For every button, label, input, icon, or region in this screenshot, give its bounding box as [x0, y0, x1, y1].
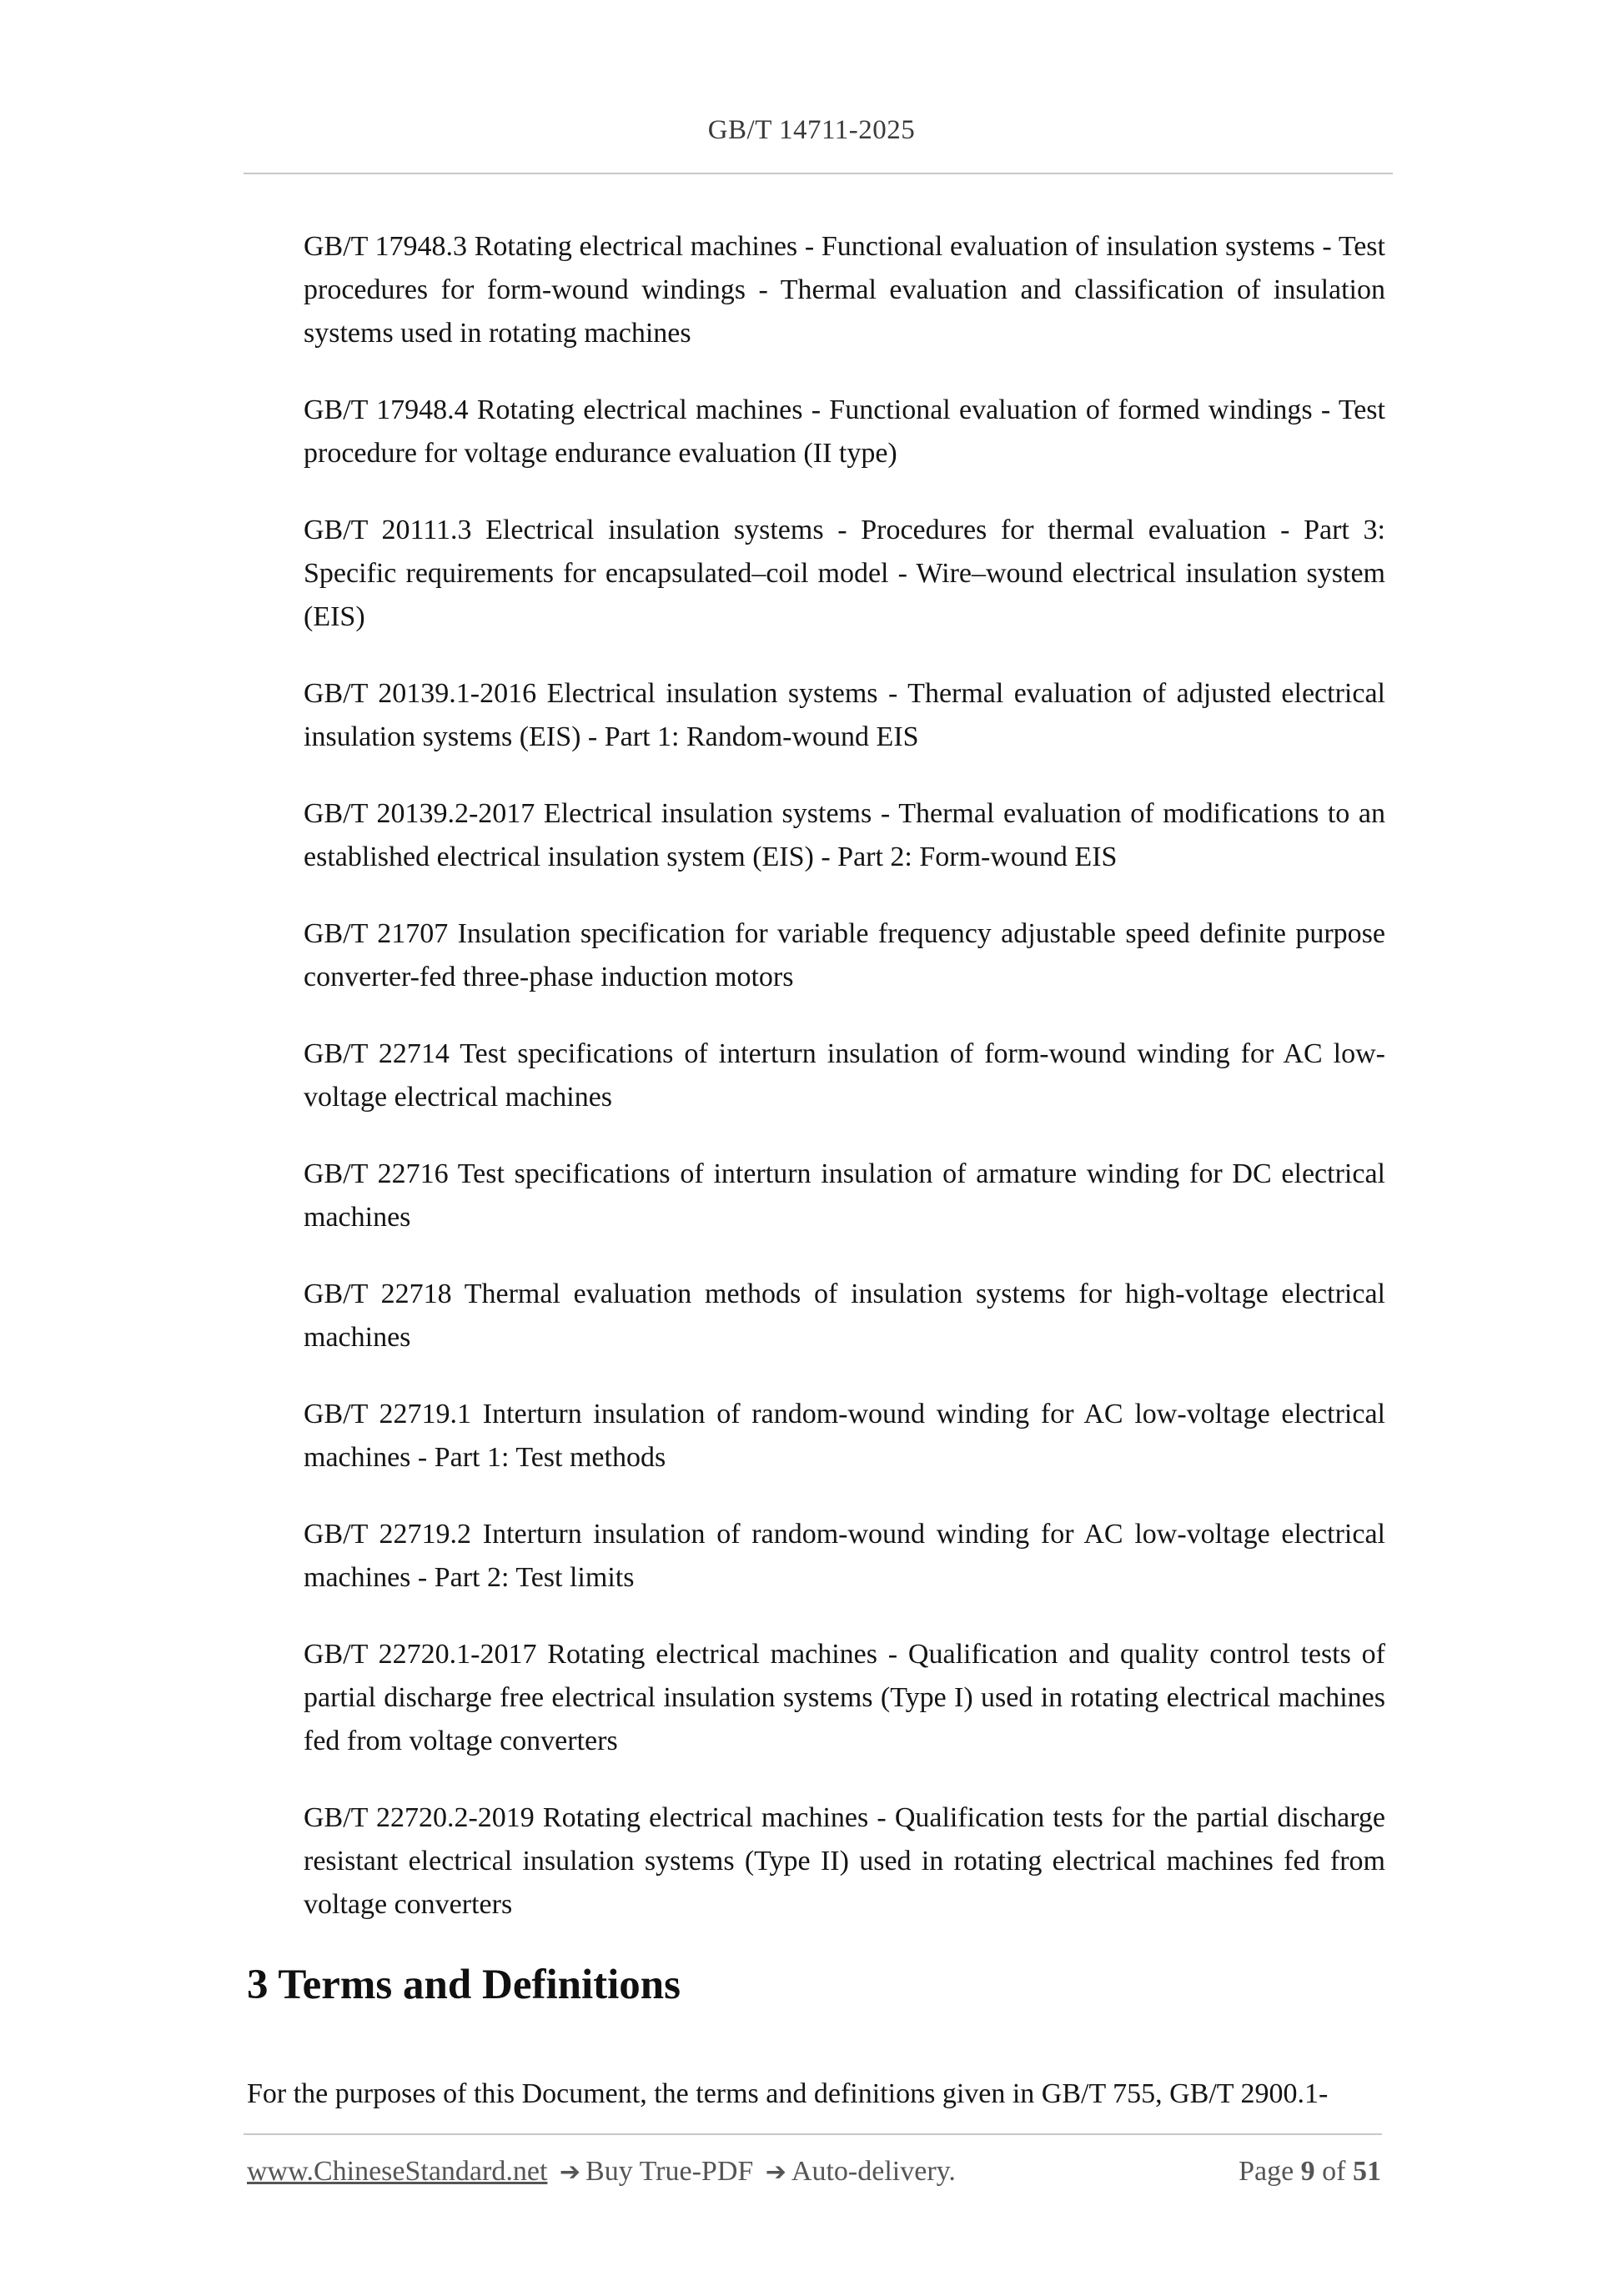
reference-item: GB/T 20139.1-2016 Electrical insulation systems - Thermal evaluation of adjusted electrical insulation systems (EIS) - Part 1: Random-wound EIS: [304, 678, 1385, 752]
page-number-indicator: [1239, 2156, 1381, 2188]
reference-item: GB/T 22719.1 Interturn insulation of random-wound winding for AC low-voltage electrical machines - Part 1: Test methods: [304, 1399, 1385, 1473]
reference-item: GB/T 17948.3 Rotating electrical machines - Functional evaluation of insulation systems - Test procedures for form-wound windings - Thermal evaluation and classification of insulation systems used in rotating machines: [304, 231, 1385, 349]
buy-true-pdf-text: Buy True-PDF: [585, 2156, 754, 2187]
of-label: of: [1322, 2156, 1346, 2187]
current-page-number: 9: [1300, 2156, 1315, 2187]
reference-item: GB/T 22719.2 Interturn insulation of random-wound winding for AC low-voltage electrical machines - Part 2: Test limits: [304, 1519, 1385, 1593]
auto-delivery-text: Auto-delivery.: [791, 2156, 956, 2187]
page-header: GB/T 14711-2025: [707, 115, 916, 145]
page-label: Page: [1239, 2156, 1294, 2187]
reference-item: GB/T 22714 Test specifications of interturn insulation of form-wound winding for AC low-voltage electrical machines: [304, 1038, 1385, 1113]
reference-item: GB/T 20111.3 Electrical insulation systems - Procedures for thermal evaluation - Part 3: Specific requirements for encapsulated–coil model - Wire–wound electrical insulation system (EIS): [304, 515, 1385, 632]
right-arrow-icon: ➔: [559, 2158, 581, 2187]
reference-item: GB/T 17948.4 Rotating electrical machines - Functional evaluation of formed windings - Test procedure for voltage endurance evaluation (II type): [304, 394, 1385, 469]
footer-divider: [244, 2133, 1382, 2135]
section-heading: 3 Terms and Definitions: [247, 1962, 681, 2008]
page-footer: [247, 2156, 1381, 2198]
reference-item: GB/T 21707 Insulation specification for variable frequency adjustable speed definite purpose converter-fed three-phase induction motors: [304, 918, 1385, 992]
right-arrow-icon: ➔: [765, 2158, 786, 2187]
reference-item: GB/T 22718 Thermal evaluation methods of insulation systems for high-voltage electrical machines: [304, 1279, 1385, 1353]
total-page-count: 51: [1353, 2156, 1381, 2187]
reference-item: GB/T 20139.2-2017 Electrical insulation systems - Thermal evaluation of modifications to an established electrical insulation system (EIS) - Part 2: Form-wound EIS: [304, 798, 1385, 872]
footer-promo: [247, 2156, 956, 2188]
reference-item: GB/T 22720.2-2019 Rotating electrical machines - Qualification tests for the partial discharge resistant electrical insulation systems (Type II) used in rotating electrical machines fed from voltage converters: [304, 1802, 1385, 1920]
reference-item: GB/T 22716 Test specifications of interturn insulation of armature winding for DC electrical machines: [304, 1158, 1385, 1233]
reference-item: GB/T 22720.1-2017 Rotating electrical machines - Qualification and quality control tests of partial discharge free electrical insulation systems (Type I) used in rotating electrical machines fed from voltage converters: [304, 1639, 1385, 1756]
website-link[interactable]: www.ChineseStandard.net: [247, 2156, 548, 2187]
normative-references-list: [304, 225, 1385, 1960]
header-divider: [244, 173, 1393, 174]
section-intro-text: For the purposes of this Document, the terms and definitions given in GB/T 755, GB/T 2900.1-: [247, 2078, 1329, 2109]
